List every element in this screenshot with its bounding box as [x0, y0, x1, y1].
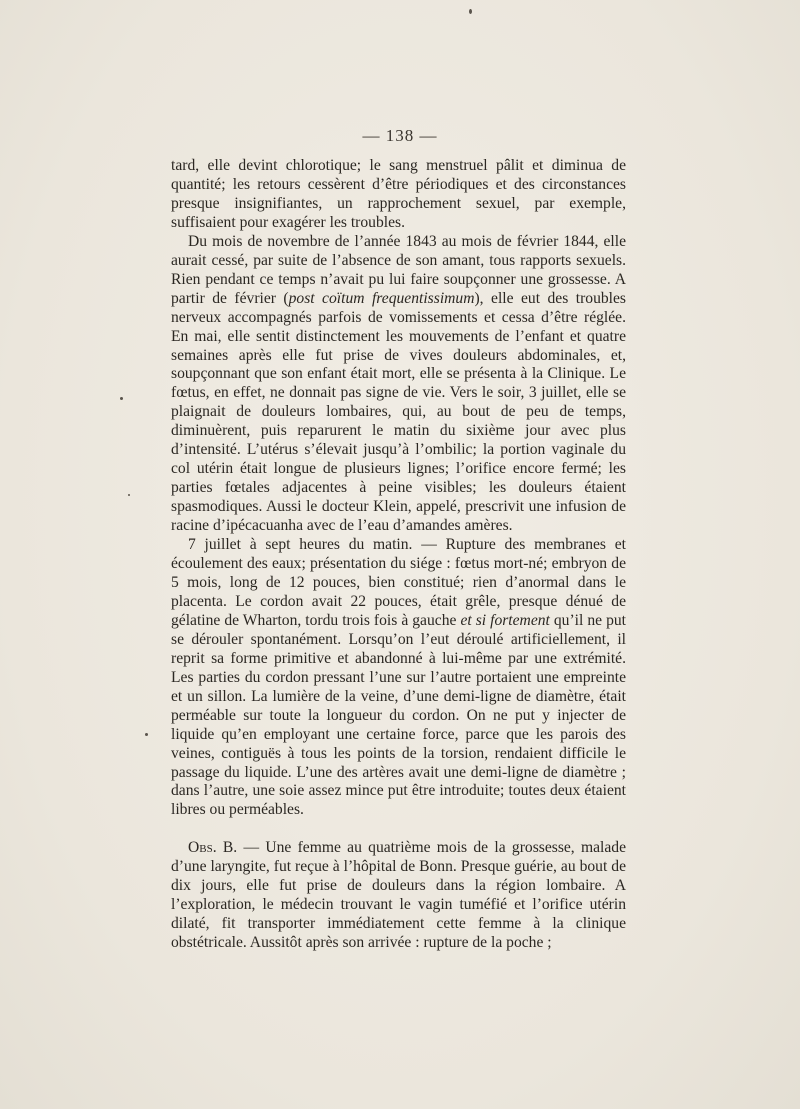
paragraph-observation-b [171, 839, 626, 953]
observation-label: Obs. B. [188, 839, 238, 857]
text-run: Du mois de novembre de l’année 1843 au mois de février 1844, elle aurait cessé, par suite de l’absence de son amant, tous rapports sexuels. Rien pendant ce temps n’avait pu lui faire soupçonner une grossesse. A partir de février ( [171, 232, 626, 307]
paragraph-continuation [171, 157, 626, 233]
ink-speck [128, 494, 130, 496]
text-run: tard, elle devint chlorotique; le sang menstruel pâlit et diminua de quantité; les retours cessèrent d’être périodiques et des circonstances presque insignifiantes, un rapprochement sexuel, par exemple, suffisaient pour exagérer les troubles. [171, 157, 626, 231]
ink-speck [120, 397, 123, 400]
ink-speck [145, 733, 148, 736]
paragraph-amenorrhea [171, 233, 626, 536]
text-run: 7 juillet à sept heures du matin. — Rupture des membranes et écoulement des eaux; présentation du siége : fœtus mort-né; embryon de 5 mois, long de 12 pouces, bien constitué; rien d’anormal dans le placenta. Le cordon avait 22 pouces, était grêle, presque dénué de gélatine de Wharton, tordu trois fois à gauche [171, 536, 626, 629]
page-number: — 138 — [362, 126, 438, 145]
italic-phrase: post coïtum frequentissimum [288, 289, 475, 307]
text-run: — Une femme au quatrième mois de la grossesse, malade d’une laryngite, fut reçue à l’hôpital de Bonn. Presque guérie, au bout de dix jours, elle fut prise de douleurs dans la région lombaire. A l’exploration, le médecin trouvant le vagin tuméfié et l’orifice utérin dilaté, fit transporter immédiatement cette femme à la clinique obstétricale. Aussitôt après son arrivée : rupture de la poche ; [171, 839, 627, 952]
text-run: ), elle eut des troubles nerveux accompagnés parfois de vomissements et cessa d’être réglée. En mai, elle sentit distinctement les mouvements de l’enfant et quatre semaines après elle fut prise de vives douleurs abdominales, et, soupçonnant que son enfant était mort, elle se présenta à la Clinique. Le fœtus, en effet, ne donnait pas signe de vie. Vers le soir, 3 juillet, elle se plaignait de douleurs lombaires, qui, au bout de peu de temps, diminuèrent, puis reparurent le matin du sixième jour avec plus d’intensité. L’utérus s’élevait jusqu’à l’ombilic; la portion vaginale du col utérin était longue de plusieurs lignes; l’orifice encore fermé; les parties fœtales adjacentes à peine visibles; les douleurs étaient spasmodiques. Aussi le docteur Klein, appelé, prescrivit une infusion de racine d’ipécacuanha avec de l’eau d’amandes amères. [171, 289, 626, 535]
paragraph-july-7-delivery [171, 536, 626, 820]
body-text [171, 157, 626, 953]
ink-speck [469, 9, 472, 14]
text-run: qu’il ne put se dérouler spontanément. Lorsqu’on l’eut déroulé artificiellement, il reprit sa forme primitive et abandonné à lui-même par une extrémité. Les parties du cordon pressant l’une sur l’autre portaient une empreinte et un sillon. La lumière de la veine, d’une demi-ligne de diamètre, était perméable sur toute la longueur du cordon. On ne put y injecter de liquide qu’en employant une certaine force, parce que les parois des veines, contiguës à tous les points de la torsion, rendaient difficile le passage du liquide. L’une des artères avait une demi-ligne de diamètre ; dans l’autre, une soie assez mince put être introduite; toutes deux étaient libres ou perméables. [171, 611, 626, 819]
italic-phrase: et si fortement [460, 611, 550, 629]
